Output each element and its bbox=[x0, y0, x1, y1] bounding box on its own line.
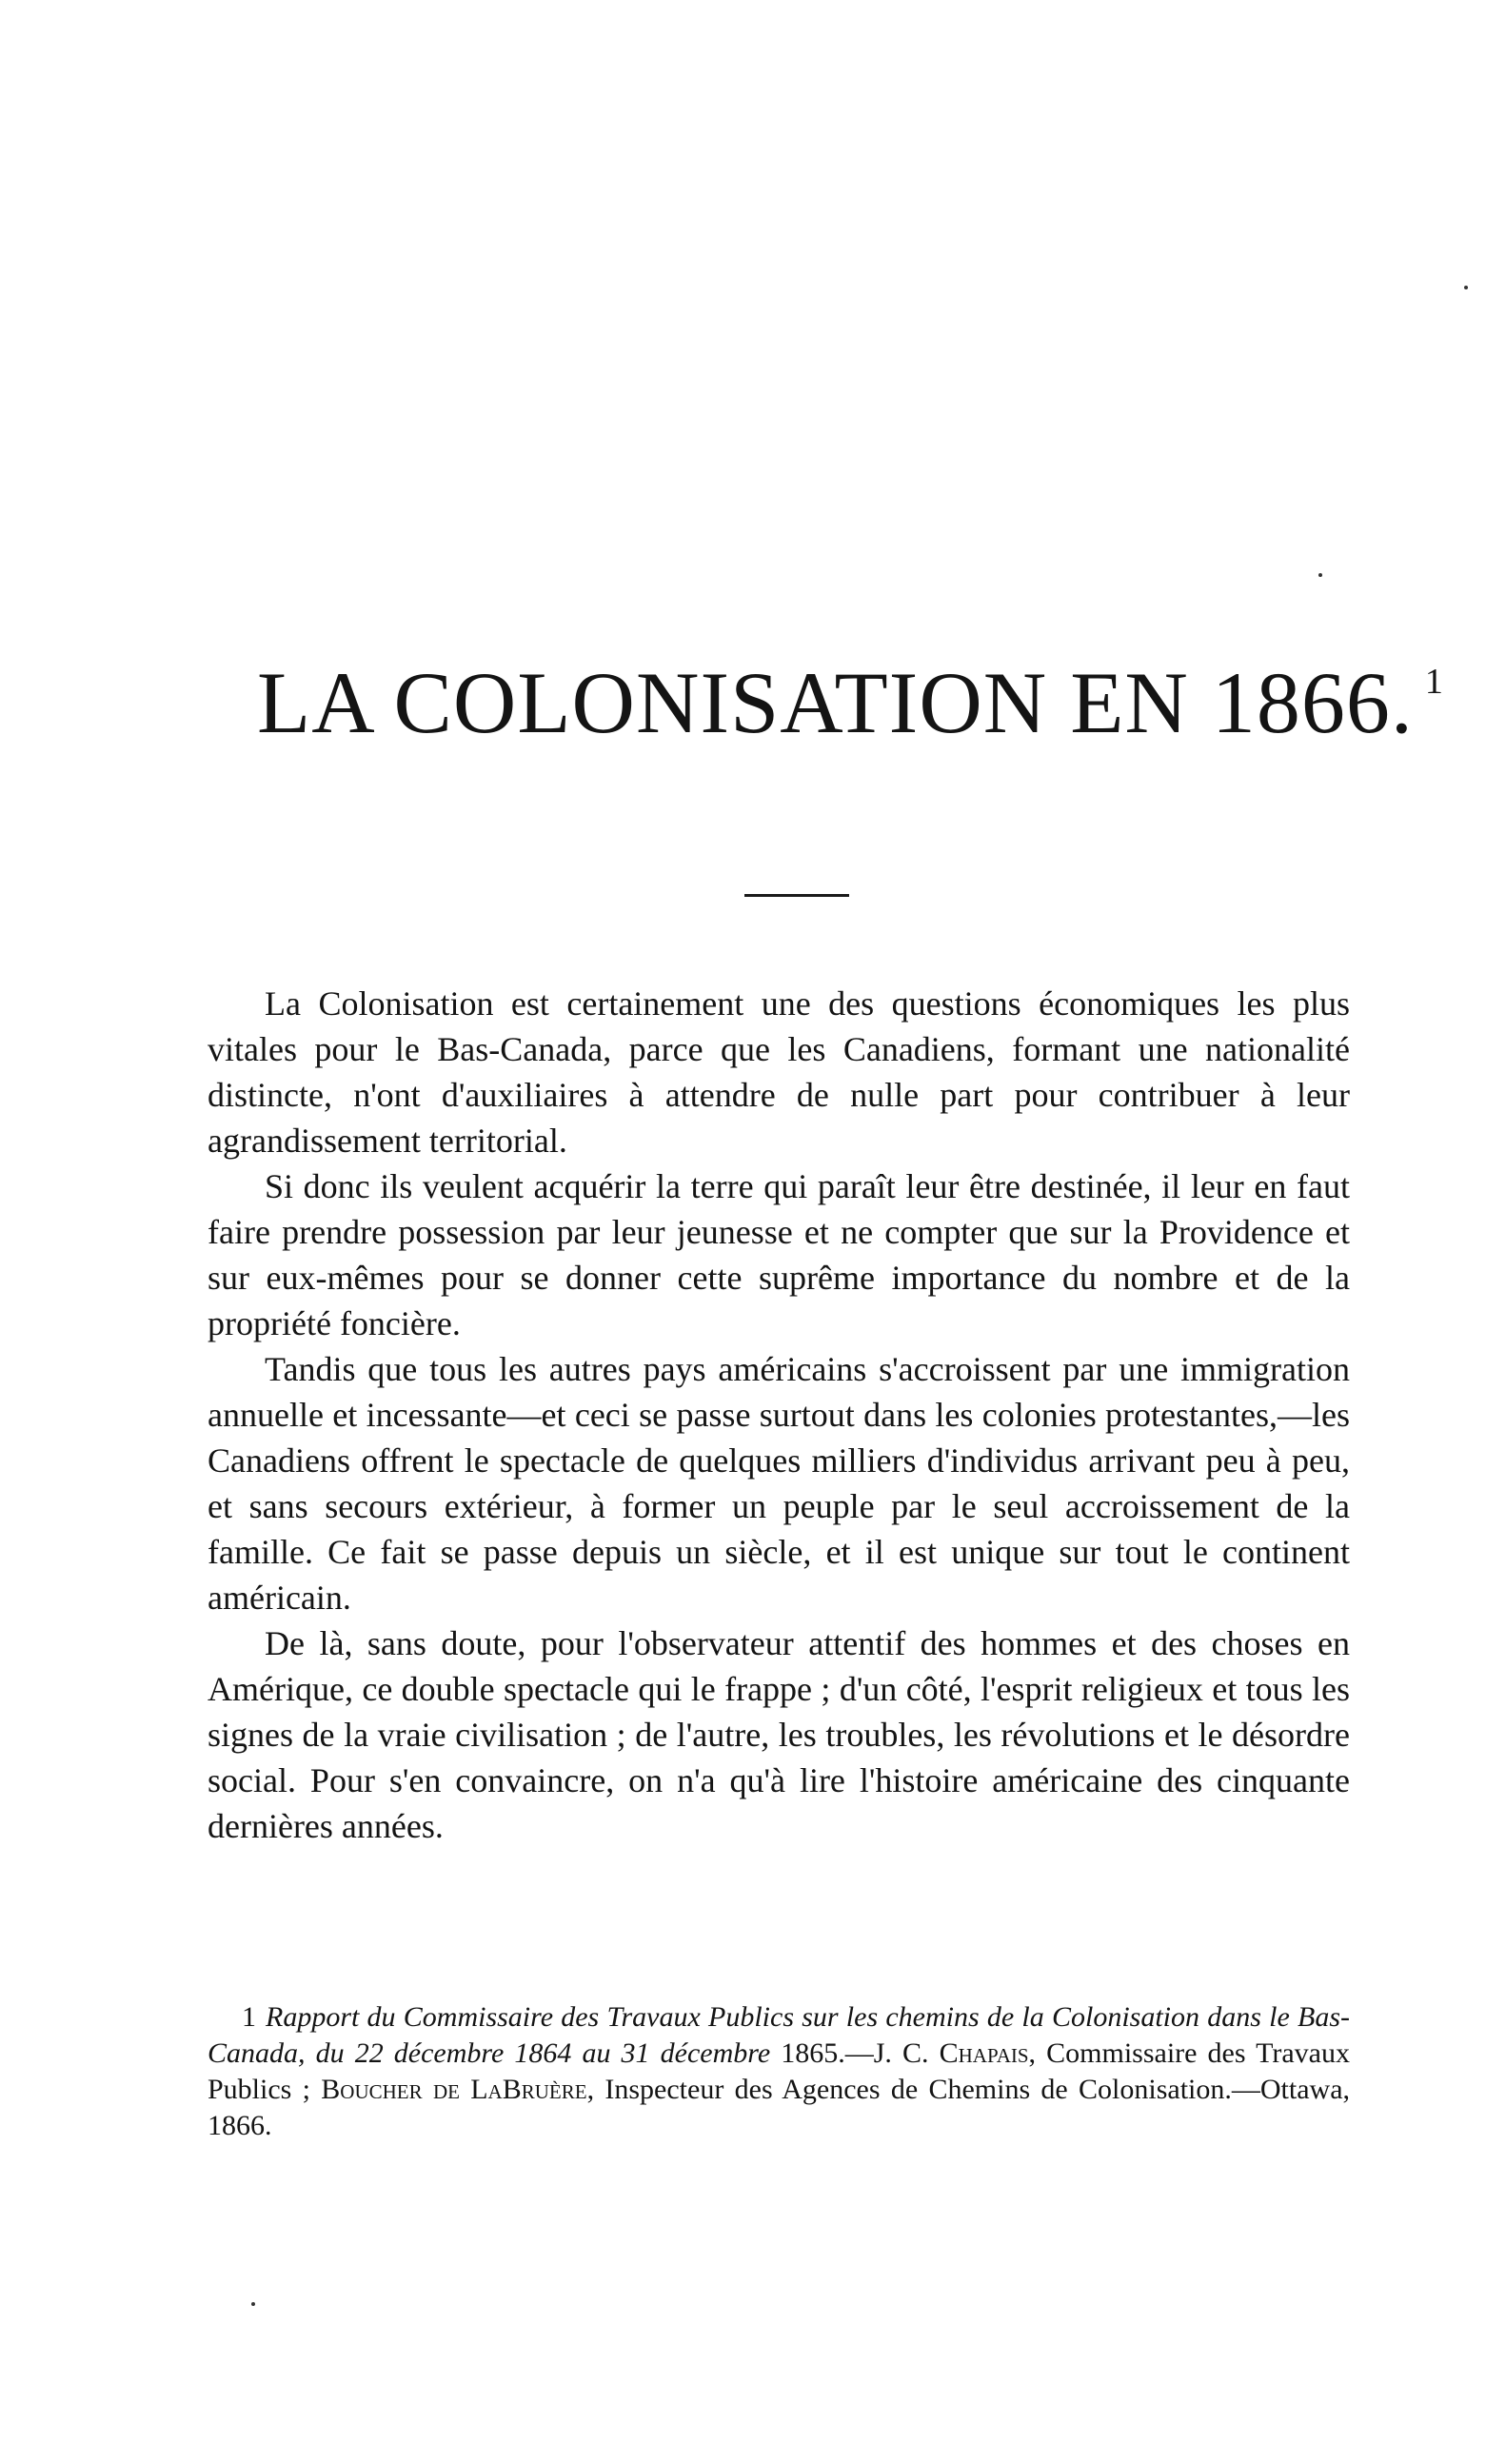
scan-speck bbox=[1464, 286, 1468, 289]
footnote-author-labruere: Boucher de LaBruère, bbox=[321, 2074, 595, 2105]
footnote-paragraph bbox=[208, 1999, 1350, 2144]
title-footnote-mark: 1 bbox=[1424, 662, 1444, 702]
title-divider bbox=[744, 894, 849, 897]
footnote bbox=[208, 1999, 1350, 2144]
page-title bbox=[257, 654, 1444, 751]
paragraph-4: De là, sans doute, pour l'observateur attentif des hommes et des choses en Amérique, ce double spectacle qui le frappe ; d'un côté, l'esprit religieux et tous les signes de la vraie civilisation ; de l'autre, les troubles, les révolutions et le désordre social. Pour s'en convaincre, on n'a qu'à lire l'histoire américaine des cinquante dernières années. bbox=[208, 1624, 1350, 1845]
title-text: LA COLONISATION EN 1866. bbox=[257, 654, 1414, 751]
footnote-author-chapais: J. C. Chapais, bbox=[873, 2037, 1037, 2069]
footnote-report-title: Rapport du Commissaire des Travaux Publics sur les chemins de la Colonisation dans le Bas-Canada, du 22 décembre 1864 au 31 décembre bbox=[208, 2001, 1350, 2069]
paragraph-2: Si donc ils veulent acquérir la terre qui paraît leur être destinée, il leur en faut faire prendre possession par leur jeunesse et ne compter que sur la Providence et sur eux-mêmes pour se donner cette suprême importance du nombre et de la propriété foncière. bbox=[208, 1167, 1350, 1342]
footnote-date-end: 1865.— bbox=[781, 2037, 874, 2069]
footnote-role-inspecteur: Inspecteur des Agences de Chemins de Colonisation.—Ottawa, 1866. bbox=[208, 2074, 1351, 2141]
paragraph-3: Tandis que tous les autres pays américains s'accroissent par une immigration annuelle et incessante—et ceci se passe surtout dans les colonies protestantes,—les Canadiens offrent le spectacle de quelques milliers d'individus arrivant peu à peu, et sans secours extérieur, à former un peuple par le seul accroissement de la famille. Ce fait se passe depuis un siècle, et il est unique sur tout le continent américain. bbox=[208, 1350, 1350, 1617]
body-text bbox=[208, 981, 1350, 1849]
scan-speck bbox=[251, 2302, 255, 2306]
scan-speck bbox=[1318, 573, 1322, 577]
footnote-role-commissaire: Commissaire des Travaux Publics ; bbox=[208, 2037, 1350, 2105]
footnote-mark: 1 bbox=[242, 2001, 256, 2033]
paragraph-1: La Colonisation est certainement une des questions économiques les plus vitales pour le Bas-Canada, parce que les Canadiens, formant une nationalité distincte, n'ont d'auxiliaires à attendre de nulle part pour contribuer à leur agrandissement territorial. bbox=[208, 984, 1350, 1160]
